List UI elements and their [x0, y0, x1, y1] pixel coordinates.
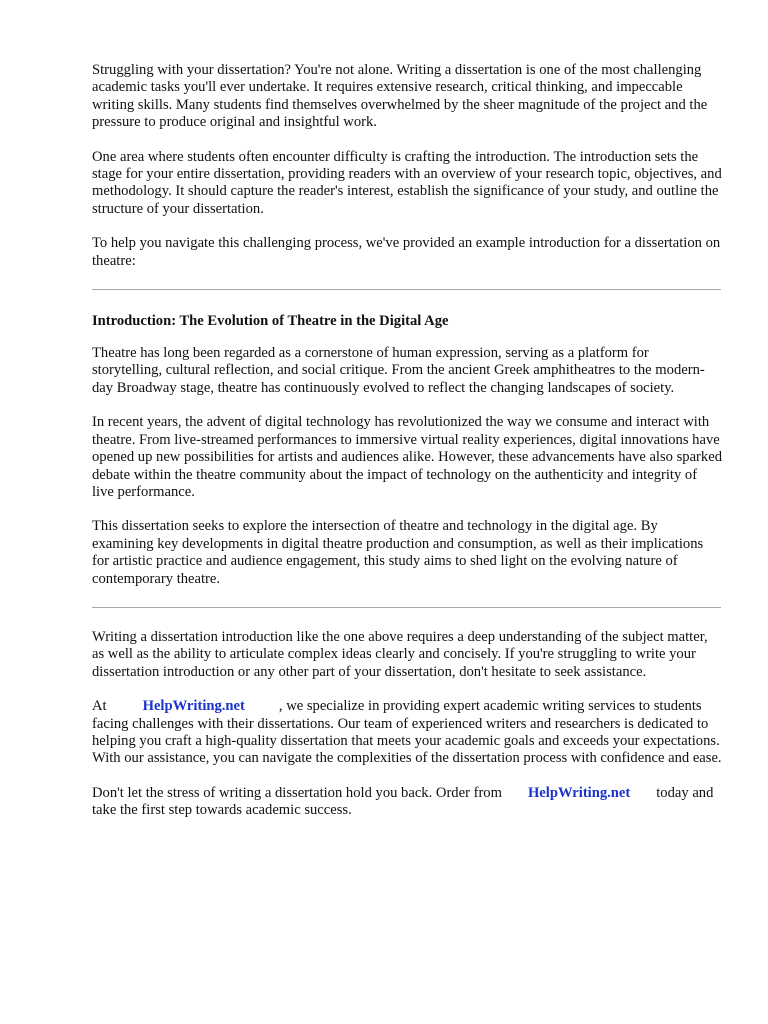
closing-p3-lead: Don't let the stress of writing a dissertation hold you back. Order from: [92, 784, 502, 801]
intro-paragraph-1: Struggling with your dissertation? You're not alone. Writing a dissertation is one of the most challenging academic tasks you'll ever undertake. It requires extensive research, critical thinking, and impeccable writing skills. Many students find themselves overwhelmed by the sheer magnitude of the project and the pressure to produce original and insightful work.: [92, 62, 708, 131]
example-paragraph-3: This dissertation seeks to explore the intersection of theatre and technology in the digital age. By examining key developments in digital theatre production and consumption, as well as their implications for artistic practice and audience engagement, this study aims to shed light on the evolving nature of contemporary theatre.: [92, 518, 704, 587]
helpwriting-link-1[interactable]: HelpWriting.net: [142, 698, 245, 715]
closing-p2-body: , we specialize in providing expert academic writing services to students facing challenges with their dissertations. Our team of experienced writers and researchers is dedicated to helping you craft a high-quality dissertation that meets your academic goals and exceeds your expectations. With our assistance, you can navigate the complexities of the dissertation process with confidence and ease.: [92, 698, 722, 767]
divider-bottom: [92, 607, 721, 608]
example-paragraph-2: In recent years, the advent of digital technology has revolutionized the way we consume and interact with theatre. From live-streamed performances to immersive virtual reality experiences, digital innovations have opened up new possibilities for artists and audiences alike. However, these advancements have also sparked debate within the theatre community about the impact of technology on the authenticity and integrity of live performance.: [92, 414, 722, 500]
divider-top: [92, 289, 721, 290]
closing-p2-lead: At: [92, 698, 107, 715]
closing-paragraph-1: Writing a dissertation introduction like the one above requires a deep understanding of the subject matter, as well as the ability to articulate complex ideas clearly and concisely. If you're struggling to write your dissertation introduction or any other part of your dissertation, don't hesitate to seek assistance.: [92, 628, 708, 680]
helpwriting-link-2[interactable]: HelpWriting.net: [527, 784, 631, 801]
closing-paragraph-2: [92, 698, 722, 768]
example-title: Introduction: The Evolution of Theatre in the Digital Age: [92, 313, 449, 330]
intro-paragraph-3: To help you navigate this challenging process, we've provided an example introduction for a dissertation on theatre:: [92, 235, 721, 269]
closing-paragraph-3: [92, 785, 722, 820]
intro-paragraph-2: One area where students often encounter difficulty is crafting the introduction. The introduction sets the stage for your entire dissertation, providing readers with an overview of your research topic, objectives, and methodology. It should capture the reader's interest, establish the significance of your study, and outline the structure of your dissertation.: [92, 148, 722, 217]
document-page: [92, 62, 722, 820]
example-paragraph-1: Theatre has long been regarded as a cornerstone of human expression, serving as a platform for storytelling, cultural reflection, and social critique. From the ancient Greek amphitheatres to the modern-day Broadway stage, theatre has continuously evolved to reflect the changing landscapes of society.: [92, 345, 705, 396]
closing-p3-tail: today and take the first step towards academic success.: [92, 784, 714, 819]
